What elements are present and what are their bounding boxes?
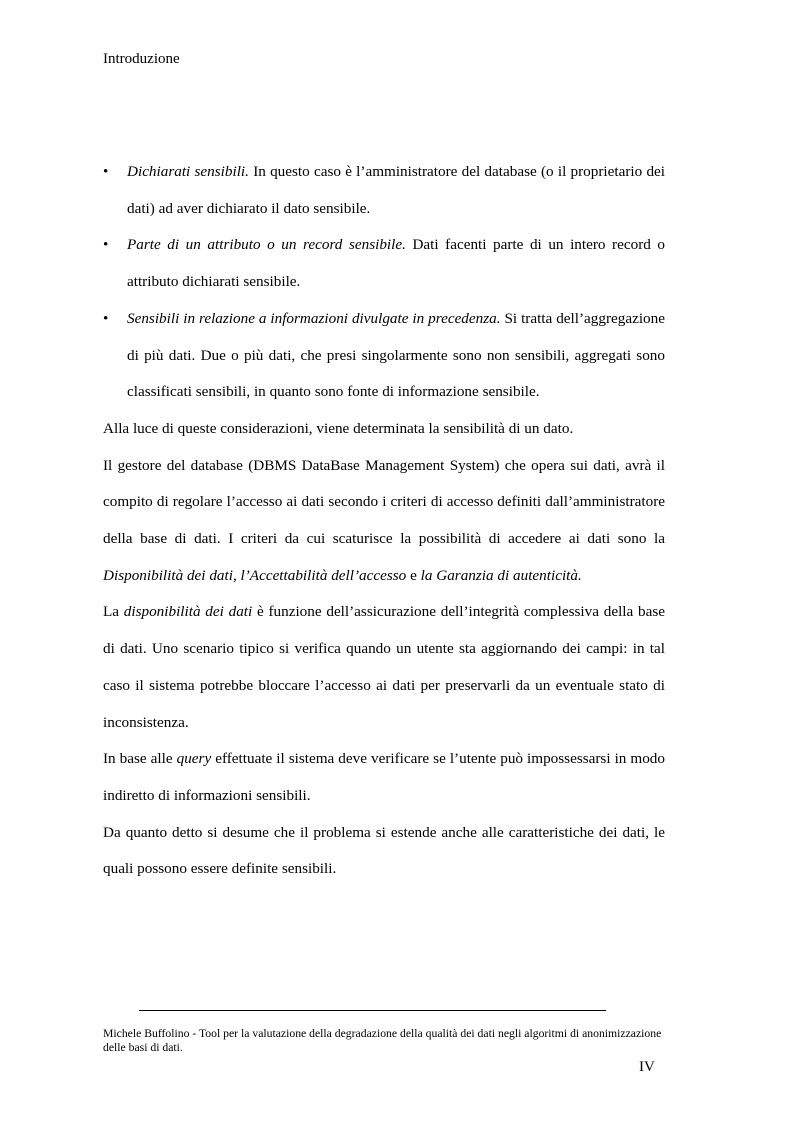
page-number: IV bbox=[639, 1059, 655, 1075]
paragraph: Da quanto detto si desume che il problema si estende anche alle caratteristiche dei dati, le quali possono essere definite sensibili. bbox=[103, 823, 665, 878]
bullet-icon: • bbox=[103, 236, 109, 254]
list-item bbox=[103, 227, 665, 300]
italic-term: la Garanzia di autenticità. bbox=[420, 566, 582, 584]
paragraph-text: e bbox=[406, 566, 421, 584]
paragraph-text: Il gestore del database (DBMS DataBase Management System) che opera sui dati, avrà il compito di regolare l’accesso ai dati secondo i criteri di accesso definiti dall’amministratore della base di dati. I criteri da cui scaturisce la possibilità di accedere ai dati sono la bbox=[103, 456, 665, 548]
footnote-divider bbox=[139, 1010, 606, 1011]
paragraph-text: effettuate il sistema deve verificare se l’utente può impossessarsi in modo indiretto di informazioni sensibili. bbox=[103, 750, 665, 804]
bullet-text: Si tratta dell’aggregazione di più dati. Due o più dati, che presi singolarmente sono non sensibili, aggregati sono classificati sensibili, in quanto sono fonte di informazione sensibile. bbox=[127, 309, 665, 401]
italic-term: Disponibilità dei dati, l’Accettabilità dell’accesso bbox=[103, 566, 407, 584]
list-item bbox=[103, 301, 665, 411]
paragraph bbox=[103, 741, 665, 814]
list-item bbox=[103, 154, 665, 227]
paragraph: Alla luce di queste considerazioni, viene determinata la sensibilità di un dato. bbox=[103, 419, 574, 437]
italic-term: disponibilità dei dati bbox=[123, 603, 253, 621]
bullet-term: Parte di un attributo o un record sensibile. bbox=[127, 236, 406, 254]
bullet-icon: • bbox=[103, 163, 109, 180]
paragraph bbox=[103, 594, 665, 741]
running-header: Introduzione bbox=[103, 51, 180, 67]
bullet-list bbox=[103, 154, 665, 411]
paragraph bbox=[103, 448, 665, 595]
bullet-term: Dichiarati sensibili. bbox=[127, 163, 249, 180]
paragraph-text: è funzione dell’assicurazione dell’integrità complessiva della base di dati. Uno scenario tipico si verifica quando un utente sta aggiornando dei campi: in tal caso il sistema potrebbe bloccare l’accesso ai dati per preservarli da un eventuale stato di inconsistenza. bbox=[103, 603, 665, 731]
page-body bbox=[103, 154, 665, 888]
bullet-term: Sensibili in relazione a informazioni divulgate in precedenza. bbox=[127, 309, 501, 327]
paragraph-text: In base alle bbox=[103, 750, 177, 768]
bullet-text: Dati facenti parte di un intero record o attributo dichiarati sensibile. bbox=[127, 236, 665, 291]
italic-term: query bbox=[176, 750, 212, 768]
footer-text: Michele Buffolino - Tool per la valutazione della degradazione della qualità dei dati negli algoritmi di anonimizzazione delle basi di dati. bbox=[103, 1027, 662, 1054]
bullet-text: In questo caso è l’amministratore del database (o il proprietario dei dati) ad aver dichiarato il dato sensibile. bbox=[127, 163, 666, 217]
paragraph-text: La bbox=[103, 603, 124, 621]
bullet-icon: • bbox=[103, 309, 109, 327]
